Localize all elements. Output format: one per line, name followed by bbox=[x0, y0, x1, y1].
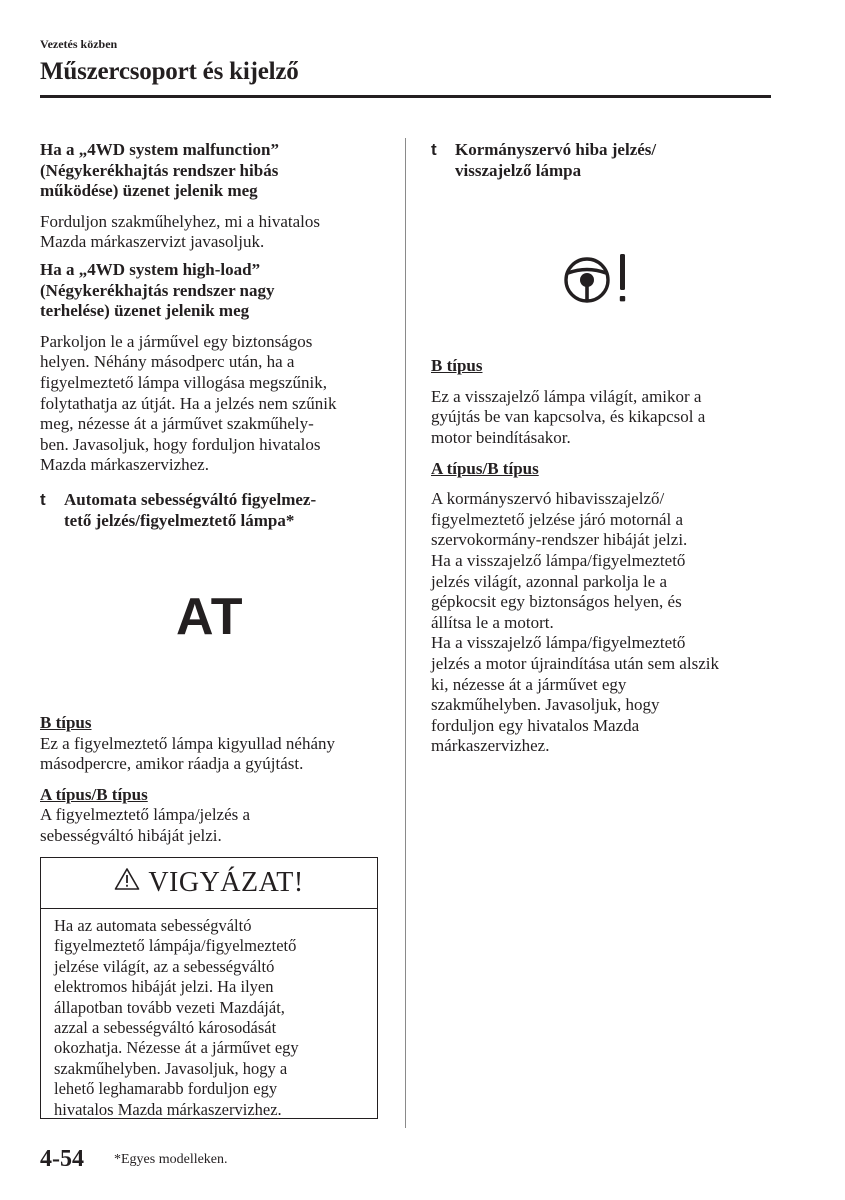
heading-at-warning bbox=[40, 490, 385, 531]
bullet-mark: t bbox=[431, 140, 437, 159]
text-line: figyelmeztető lámpa villogása megszűnik, bbox=[40, 372, 328, 392]
text-line: Ha a visszajelző lámpa/figyelmeztető bbox=[431, 550, 686, 570]
paragraph-ab-type bbox=[431, 489, 776, 757]
page-title: Műszercsoport és kijelző bbox=[40, 58, 299, 85]
heading-line: (Négykerékhajtás rendszer nagy bbox=[40, 280, 275, 300]
text-line: Ez a figyelmeztető lámpa kigyullad néhány bbox=[40, 733, 336, 753]
text-line: állítsa le a motort. bbox=[431, 612, 554, 632]
text-line: állapotban tovább vezeti Mazdáját, bbox=[54, 997, 285, 1017]
subheading-b-type: B típus bbox=[40, 713, 92, 733]
text-line: helyen. Néhány másodperc után, ha a bbox=[40, 352, 295, 372]
heading-line: Automata sebességváltó figyelmez- bbox=[64, 489, 317, 509]
title-rule bbox=[40, 95, 771, 98]
paragraph-b-type bbox=[40, 734, 385, 775]
text-line: azzal a sebességváltó károsodását bbox=[54, 1018, 277, 1038]
text-line: jelzése világít, az a sebességváltó bbox=[54, 956, 275, 976]
text-line: elektromos hibáját jelzi. Ha ilyen bbox=[54, 977, 274, 997]
text-line: szakműhelyben. Javasoljuk, hogy bbox=[431, 695, 660, 715]
caution-header bbox=[41, 858, 377, 909]
text-line: Mazda márkaszervizhez. bbox=[40, 455, 209, 475]
text-line: jelzés a motor újraindítása után sem alszik bbox=[431, 653, 719, 673]
text-line: másodpercre, amikor ráadja a gyújtást. bbox=[40, 754, 304, 774]
column-divider bbox=[405, 138, 406, 1128]
left-column bbox=[40, 140, 385, 847]
text-line: A kormányszervó hibavisszajelző/ bbox=[431, 489, 665, 509]
caution-box bbox=[40, 857, 378, 1119]
paragraph-4wd-malfunction bbox=[40, 212, 385, 253]
heading-line: működése) üzenet jelenik meg bbox=[40, 181, 258, 201]
footnote: *Egyes modelleken. bbox=[114, 1152, 228, 1167]
warning-triangle-icon bbox=[114, 867, 140, 899]
text-line: Ha az automata sebességváltó bbox=[54, 916, 252, 935]
text-line: motor beindításakor. bbox=[431, 427, 571, 447]
text-line: sebességváltó hibáját jelzi. bbox=[40, 826, 222, 846]
text-line: szervokormány-rendszer hibáját jelzi. bbox=[431, 530, 688, 550]
subheading-b-type: B típus bbox=[431, 356, 483, 376]
heading-power-steering bbox=[431, 140, 776, 181]
text-line: forduljon egy hivatalos Mazda bbox=[431, 715, 640, 735]
at-warning-icon-area bbox=[40, 531, 385, 713]
paragraph-b-type bbox=[431, 387, 776, 449]
bullet-mark: t bbox=[40, 489, 46, 509]
heading-line: visszajelző lámpa bbox=[455, 160, 582, 180]
heading-line: tető jelzés/figyelmeztető lámpa* bbox=[64, 510, 295, 530]
text-line: folytathatja az útját. Ha a jelzés nem szűnik bbox=[40, 393, 337, 413]
text-line: márkaszervizhez. bbox=[431, 736, 550, 756]
page-number: 4-54 bbox=[40, 1146, 84, 1172]
at-warning-icon: AT bbox=[176, 588, 244, 647]
text-line: szakműhelyben. Javasoljuk, hogy a bbox=[54, 1058, 288, 1078]
text-line: gyújtás be van kapcsolva, és kikapcsol a bbox=[431, 407, 706, 427]
text-line: okozhatja. Nézesse át a járművet egy bbox=[54, 1038, 299, 1058]
text-line: ki, nézesse át a járművet egy bbox=[431, 674, 627, 694]
text-line: meg, nézesse át a járművet szakműhely- bbox=[40, 414, 314, 434]
text-line: Mazda márkaszervizt javasoljuk. bbox=[40, 232, 265, 252]
text-line: Parkoljon le a járművel egy biztonságos bbox=[40, 331, 313, 351]
heading-line: terhelése) üzenet jelenik meg bbox=[40, 301, 250, 321]
text-line: gépkocsit egy biztonságos helyen, és bbox=[431, 592, 682, 612]
right-column bbox=[431, 140, 776, 757]
paragraph-4wd-high-load bbox=[40, 332, 385, 476]
heading-line: (Négykerékhajtás rendszer hibás bbox=[40, 160, 279, 180]
text-line: ben. Javasoljuk, hogy forduljon hivatalos bbox=[40, 434, 321, 454]
text-line: Forduljon szakműhelyhez, mi a hivatalos bbox=[40, 211, 320, 231]
caution-text bbox=[54, 916, 366, 1120]
text-line: figyelmeztető lámpája/figyelmeztető bbox=[54, 936, 297, 956]
text-line: Ha a visszajelző lámpa/figyelmeztető bbox=[431, 633, 686, 653]
paragraph-ab-type bbox=[40, 805, 385, 846]
subheading-ab-type: A típus/B típus bbox=[431, 458, 539, 478]
section-label: Vezetés közben bbox=[40, 37, 118, 51]
heading-line: Kormányszervó hiba jelzés/ bbox=[455, 140, 657, 159]
heading-line: Ha a „4WD system high-load” bbox=[40, 259, 261, 279]
text-line: lehető leghamarabb forduljon egy bbox=[54, 1079, 278, 1099]
caution-title: VIGYÁZAT! bbox=[148, 867, 304, 898]
text-line: Ez a visszajelző lámpa világít, amikor a bbox=[431, 386, 702, 406]
text-line: figyelmeztető jelzése járó motornál a bbox=[431, 509, 684, 529]
heading-line: Ha a „4WD system malfunction” bbox=[40, 140, 279, 159]
text-line: jelzés világít, azonnal parkolja le a bbox=[431, 571, 668, 591]
heading-4wd-high-load bbox=[40, 260, 385, 322]
steering-icon-area bbox=[431, 181, 776, 356]
steering-warning-icon bbox=[561, 246, 641, 310]
text-line: hivatalos Mazda márkaszervizhez. bbox=[54, 1099, 282, 1119]
text-line: A figyelmeztető lámpa/jelzés a bbox=[40, 805, 251, 825]
heading-4wd-malfunction bbox=[40, 140, 385, 202]
subheading-ab-type: A típus/B típus bbox=[40, 784, 148, 804]
